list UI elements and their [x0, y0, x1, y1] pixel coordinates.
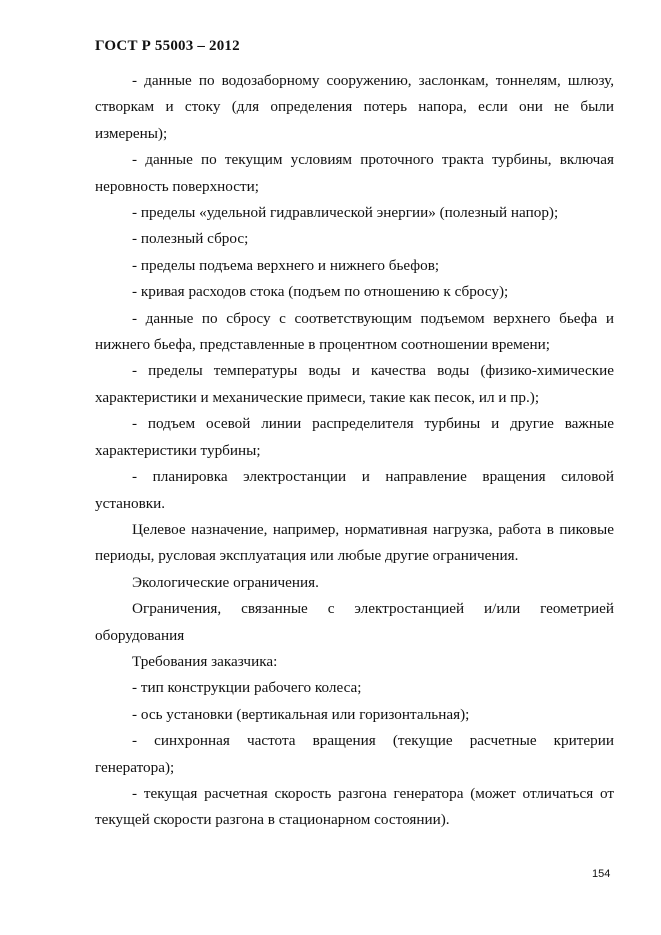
- paragraph: - синхронная частота вращения (текущие расчетные критерии генератора);: [95, 732, 614, 776]
- paragraph: - пределы «удельной гидравлической энергии» (полезный напор);: [132, 204, 559, 222]
- paragraph: Ограничения, связанные с электростанцией и/или геометрией оборудования: [95, 600, 614, 644]
- page-number: 154: [592, 868, 611, 880]
- document-body: [95, 68, 614, 834]
- paragraph: - пределы температуры воды и качества воды (физико-химические характеристики и механические примеси, такие как песок, ил и пр.);: [95, 362, 614, 406]
- paragraph: - данные по водозаборному сооружению, заслонкам, тоннелям, шлюзу, створкам и стоку (для определения потерь напора, если они не были измерены);: [95, 72, 614, 142]
- paragraph: - пределы подъема верхнего и нижнего бьефов;: [132, 256, 440, 274]
- paragraph: Требования заказчика:: [132, 652, 278, 670]
- paragraph: - ось установки (вертикальная или горизонтальная);: [132, 705, 470, 723]
- paragraph: - текущая расчетная скорость разгона генератора (может отличаться от текущей скорости разгона в стационарном состоянии).: [95, 784, 614, 829]
- paragraph: - планировка электростанции и направление вращения силовой установки.: [95, 468, 614, 512]
- paragraph: - данные по сбросу с соответствующим подъемом верхнего бьефа и нижнего бьефа, представленные в процентном соотношении времени;: [95, 309, 614, 354]
- paragraph: - тип конструкции рабочего колеса;: [132, 679, 362, 697]
- paragraph: Экологические ограничения.: [132, 573, 319, 591]
- paragraph: - полезный сброс;: [132, 230, 249, 248]
- paragraph: - данные по текущим условиям проточного тракта турбины, включая неровность поверхности;: [95, 151, 614, 195]
- document-header: ГОСТ Р 55003 – 2012: [95, 38, 240, 54]
- paragraph: - подъем осевой линии распределителя турбины и другие важные характеристики турбины;: [95, 415, 614, 459]
- paragraph: - кривая расходов стока (подъем по отношению к сбросу);: [132, 283, 509, 301]
- paragraph: Целевое назначение, например, нормативная нагрузка, работа в пиковые периоды, русловая эксплуатация или любые другие ограничения.: [95, 520, 614, 565]
